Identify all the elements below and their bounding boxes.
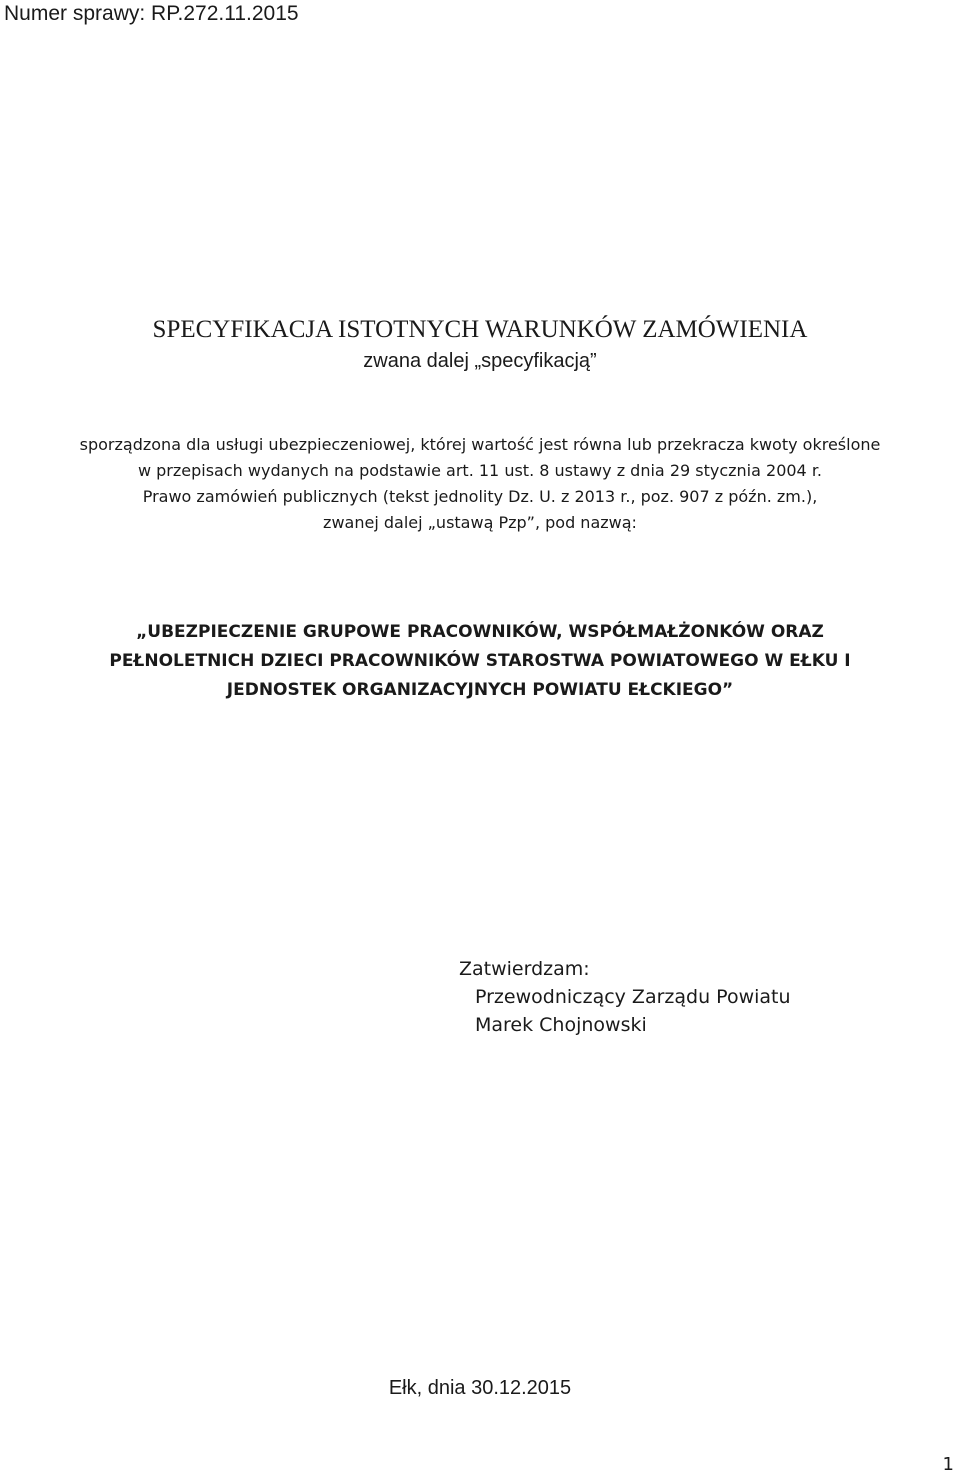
case-number: Numer sprawy: RP.272.11.2015 — [4, 2, 299, 25]
intro-paragraph — [0, 432, 960, 536]
intro-line: zwanej dalej „ustawą Pzp”, pod nazwą: — [323, 513, 637, 532]
intro-line: Prawo zamówień publicznych (tekst jednolity Dz. U. z 2013 r., poz. 907 z późn. zm.), — [142, 487, 818, 506]
procurement-subject — [0, 618, 960, 705]
approval-label: Zatwierdzam: — [459, 958, 590, 980]
intro-line: w przepisach wydanych na podstawie art. 11 ust. 8 ustawy z dnia 29 stycznia 2004 r. — [137, 461, 823, 480]
page-number: 1 — [942, 1454, 954, 1475]
document-title: SPECYFIKACJA ISTOTNYCH WARUNKÓW ZAMÓWIENIA — [152, 316, 808, 343]
approver-name: Marek Chojnowski — [475, 1014, 647, 1036]
subject-line: „UBEZPIECZENIE GRUPOWE PRACOWNIKÓW, WSPÓŁMAŁŻONKÓW ORAZ — [136, 622, 824, 642]
subject-line: PEŁNOLETNICH DZIECI PRACOWNIKÓW STAROSTWA POWIATOWEGO W EŁKU I — [109, 651, 851, 671]
subject-line: JEDNOSTEK ORGANIZACYJNYCH POWIATU EŁCKIEGO” — [226, 680, 734, 700]
approver-position: Przewodniczący Zarządu Powiatu — [475, 986, 791, 1008]
document-subtitle: zwana dalej „specyfikacją” — [363, 350, 597, 372]
intro-line: sporządzona dla usługi ubezpieczeniowej, której wartość jest równa lub przekracza kwoty określone — [79, 435, 881, 454]
place-date: Ełk, dnia 30.12.2015 — [388, 1377, 572, 1399]
approval-block — [459, 955, 791, 1039]
